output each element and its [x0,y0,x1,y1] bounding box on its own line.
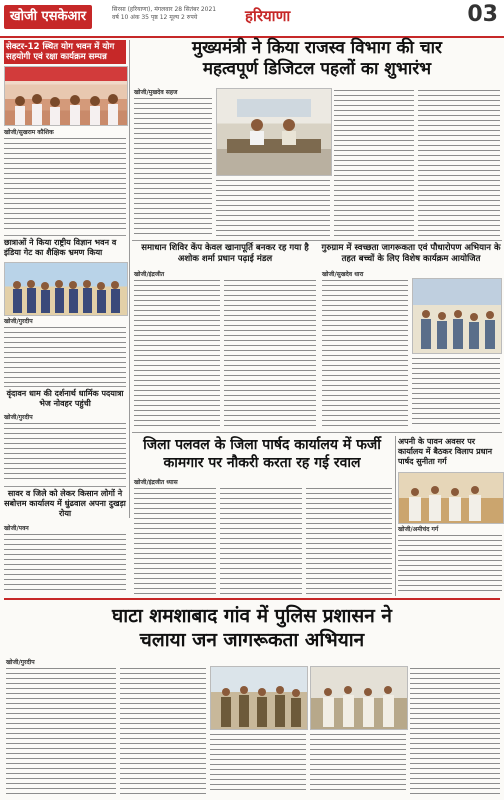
ambedkar-headline: अपनी के पावन अवसर पर कार्यालय में बैठकर विलाप प्रधान पार्षद सुनीता गर्ग [398,437,493,466]
sand-headline: सावर व जिले को लेकर किसान लोगों ने सबोत्तम कार्यालय में धुंढवाल अपना दुखड़ा रोया [4,489,126,518]
meeting-illustration [217,89,331,175]
ghata-headline [4,604,500,652]
palwal-headline [132,436,392,472]
samadhan-body-col1 [134,278,220,428]
swachhata-headline: गुरुग्राम में स्वच्छता जागरूकता एवं पौधारोपण अभियान के तहत बच्चों के लिए विशेष कार्यक्रम आयोजित [321,243,501,264]
ambedkar-byline: खोजी/अमीचंद गर्ग [398,526,439,533]
sand-body [4,532,126,594]
banner-rule [4,598,500,600]
cm-photo [216,88,332,176]
sector12-headline: सेक्टर-12 स्थित योग भवन में योग सहयोगी एवं रक्षा कार्यक्रम सम्पन्न [4,40,126,64]
samadhan-body-col2 [224,278,316,428]
palwal-body-col3 [306,486,392,594]
swachhata-byline: खोजी/सुखदेव धारा [322,271,364,278]
ambedkar-body [398,533,502,595]
students-body [4,325,126,383]
ghata-headline-line1: घाटा शमशाबाद गांव में पुलिस प्रशासन ने [112,605,392,627]
divider [4,235,126,236]
section-title: हरियाणा [245,7,291,25]
divider [4,486,126,487]
column-rule [395,436,396,596]
newspaper-logo: खोजी एसकेआर [4,5,92,29]
divider [132,432,502,433]
cm-body-col4 [418,88,500,238]
palwal-headline-line2: कामगार पर नौकरी करता रह गई रवाल [163,455,361,471]
masthead [0,0,504,38]
divider [132,240,502,241]
cm-byline: खोजी/मुखदेव सहज [134,89,178,96]
divider [4,386,126,387]
cm-headline-line1: मुख्यमंत्री ने किया राजस्व विभाग की चार [191,38,443,58]
event-illustration [399,473,503,523]
vrindavan-body [4,421,126,481]
crowd-illustration [5,67,127,125]
ghata-body-col2 [120,666,206,794]
vrindavan-headline: वृंदावन धाम की दर्शनार्थ धार्मिक पदयात्रा भेज नोवहर पहुंची [6,389,124,408]
palwal-headline-line1: जिला पलवल के जिला पार्षद कार्यालय में फर्जी [143,437,381,453]
group-photo-illustration [5,263,127,315]
palwal-body-col2 [220,486,302,594]
cm-body-col1 [134,96,212,238]
ghata-body-col1 [6,666,116,794]
ghata-photo-2 [310,666,408,730]
dateline-subline: वर्ष 10 अंक 35 पृष्ठ 12 मूल्य 2 रुपये [112,14,198,21]
ghata-byline: खोजी/गुरदीप [6,659,35,666]
swachhata-body-col3 [412,356,500,428]
column-rule [129,40,130,518]
students-byline: खोजी/गुरदीप [4,318,33,325]
sector12-byline: खोजी/सुखराम कौशिक [4,129,54,136]
sand-byline: खोजी/पवन [4,525,29,532]
ghata-photo-1 [210,666,308,730]
ghata-body-col3 [210,732,306,794]
cm-body-col3 [334,88,414,238]
sector12-body [4,136,126,232]
palwal-byline: खोजी/इंद्रजीत ध्यास [134,479,178,486]
students-headline: छात्राओं ने किया राष्ट्रीय विज्ञान भवन व इंडिया गेट का शैक्षिक भ्रमण किया [4,238,117,257]
palwal-body-col1 [134,486,216,594]
police-illustration [211,667,307,729]
sector12-photo [4,66,128,126]
students-illustration [413,279,501,353]
cm-headline [132,38,502,80]
villagers-illustration [311,667,407,729]
vrindavan-byline: खोजी/गुरदीप [4,414,33,421]
dateline [112,6,262,22]
cm-headline-line2: महत्वपूर्ण डिजिटल पहलों का शुभारंभ [202,59,432,79]
ghata-body-col5 [410,666,500,794]
swachhata-body-col1 [322,278,408,428]
cm-body-col2 [216,178,330,238]
page-number: 03 [467,2,498,27]
dateline-text: सिरसा (हरियाणा), मंगलवार 28 सितंबर 2021 [112,6,217,13]
ghata-body-col4 [310,732,406,794]
students-photo [4,262,128,316]
samadhan-headline: समाधान शिविर केंप केवल खानापूर्ति बनकर रह गया है अशोक शर्मा प्रधान पढ़ाई मंडल [141,243,309,264]
swachhata-photo [412,278,502,354]
samadhan-byline: खोजी/इंद्रजीत [134,271,165,278]
ghata-headline-line2: चलाया जन जागरूकता अभियान [139,629,365,651]
ambedkar-photo [398,472,504,524]
